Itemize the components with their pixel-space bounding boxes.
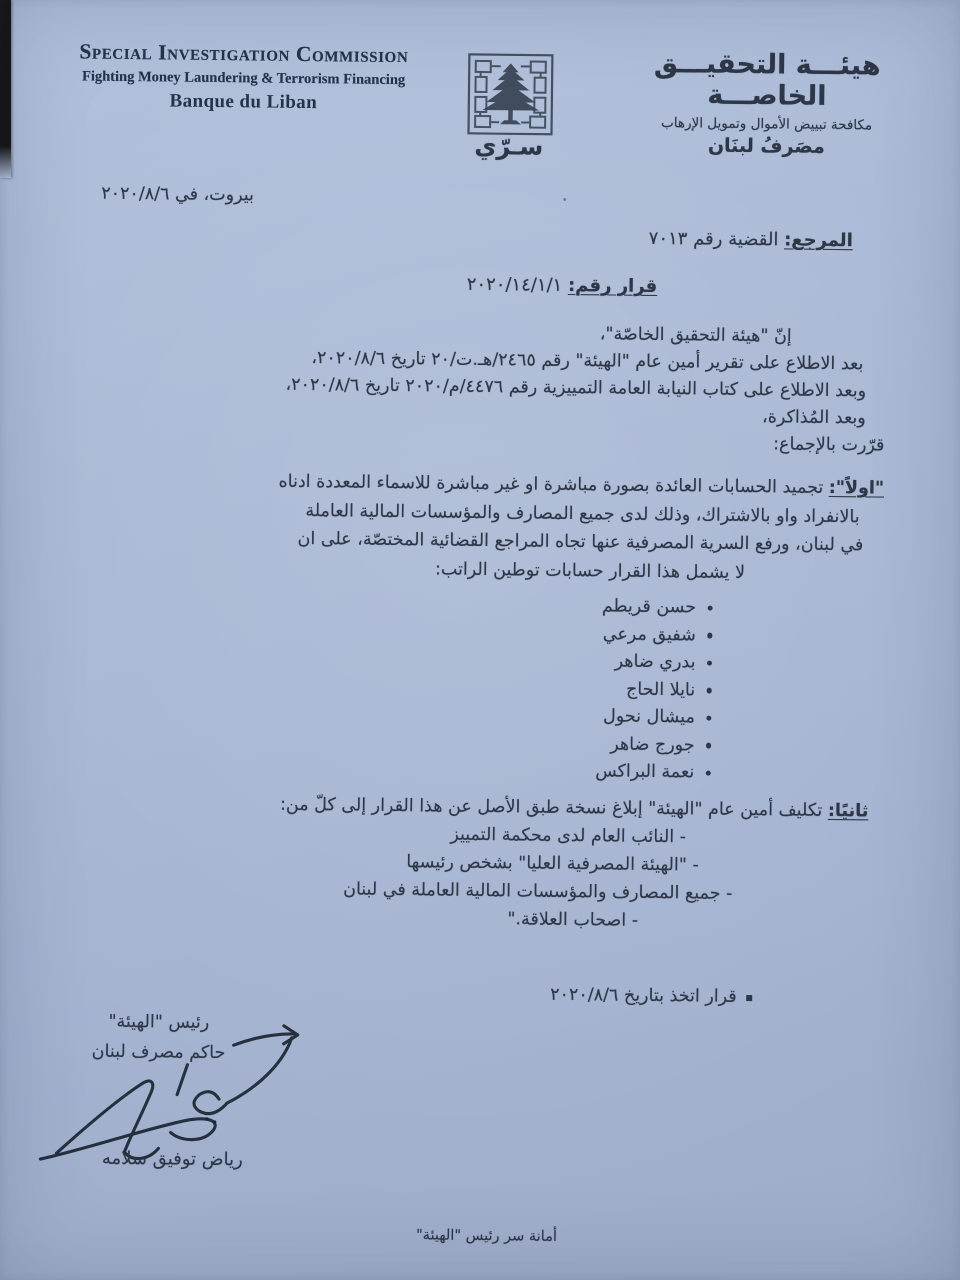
preamble-line: قرّرت بالإجماع: — [773, 434, 885, 456]
org-bank-english: Banque du Liban — [169, 90, 318, 114]
org-subtitle-english: Fighting Money Laundering & Terrorism Financing — [81, 68, 406, 89]
person-name: جورج ضاهر — [610, 733, 695, 755]
org-name-english: Special Investigation Commission — [79, 39, 409, 68]
bullet-icon — [706, 688, 712, 694]
notify-item: - جميع المصارف والمؤسسات المالية العاملة في لبنان — [343, 879, 733, 904]
bullet-icon — [705, 770, 711, 776]
list-item — [595, 731, 711, 760]
decision-date-line — [550, 985, 752, 1007]
person-name: نايلا الحاج — [625, 679, 696, 700]
bullet-icon — [706, 660, 712, 666]
person-name: شفيق مرعي — [602, 623, 696, 645]
section-two — [65, 788, 879, 937]
org-name-arabic: هيئـــة التحقيـــق الخاصـــة — [653, 47, 881, 112]
list-item — [595, 758, 711, 787]
preamble-line: إنّ "هيئة التحقيق الخاصّة"، — [599, 324, 792, 347]
section-two-intro: تكليف أمين عام "الهيئة" إبلاغ نسخة طبق الأصل عن هذا القرار إلى كلّ من: — [279, 794, 829, 821]
org-subtitle-arabic: مكافحة تبييض الأموال وتمويل الإرهاب — [661, 115, 873, 134]
decision-number-line — [467, 274, 658, 297]
letterhead-arabic — [589, 47, 945, 159]
preamble — [74, 315, 885, 459]
ink-speck — [563, 198, 566, 201]
person-name: ميشال نحول — [602, 706, 696, 728]
notify-item: - "الهيئة المصرفية العليا" بشخص رئيسها — [406, 852, 699, 876]
signer-title-chairman: رئيس "الهيئة" — [108, 1011, 210, 1033]
list-item — [596, 703, 712, 732]
square-bullet-icon — [746, 995, 753, 1002]
section-one-line: تجميد الحسابات العائدة بصورة مباشرة او غير مباشرة للاسماء المعددة ادناه — [278, 471, 829, 498]
section-one — [68, 465, 884, 588]
footer-note: أمانة سر رئيس "الهيئة" — [415, 1227, 558, 1245]
reference-line — [649, 228, 853, 251]
list-item — [597, 621, 713, 650]
decision-number-label: قرار رقم: — [567, 274, 658, 297]
reference-value: القضية رقم ٧٠١٣ — [648, 227, 785, 251]
reference-label: المرجع: — [784, 229, 853, 252]
list-item — [596, 676, 712, 705]
frozen-names-list — [595, 593, 713, 787]
notify-item: - النائب العام لدى محكمة التمييز — [450, 824, 687, 848]
preamble-line: بعد الاطلاع على تقرير أمين عام "الهيئة" رقم ٢٤٦٥/هـ.ت/٢٠ تاريخ ٢٠٢٠/٨/٦، — [311, 348, 864, 375]
bdl-cedar-logo-icon — [466, 52, 555, 137]
confidential-stamp: سـرّي — [474, 131, 544, 161]
section-one-line: في لبنان، ورفع السرية المصرفية عنها تجاه المراجع القضائية المختصّة، على ان — [297, 528, 864, 556]
section-one-label: "اولاً": — [828, 477, 885, 499]
signer-title-governor: حاكم مصرف لبنان — [91, 1041, 226, 1064]
letterhead-english — [62, 39, 425, 115]
person-name: بدري ضاهر — [614, 651, 696, 673]
person-name: نعمة البراكس — [595, 761, 695, 783]
place-date-line: بيروت، في ٢٠٢٠/٨/٦ — [101, 183, 255, 206]
bullet-icon — [707, 605, 713, 611]
decision-number-value: ٢٠٢٠/١٤/١/١ — [466, 273, 569, 296]
bullet-icon — [707, 633, 713, 639]
decision-date-text: قرار اتخذ بتاريخ ٢٠٢٠/٨/٦ — [550, 984, 737, 1007]
list-item — [596, 648, 712, 677]
preamble-line: وبعد الاطلاع على كتاب النيابة العامة التمييزية رقم ٤٤٧٦/م/٢٠٢٠ تاريخ ٢٠٢٠/٨/٦، — [285, 374, 867, 402]
org-bank-arabic: مصَرفُ لبنَان — [707, 134, 825, 158]
bullet-icon — [706, 715, 712, 721]
notify-item: - اصحاب العلاقة." — [507, 909, 639, 931]
section-one-line: بالانفراد واو بالاشتراك، وذلك لدى جميع المصارف والمؤسسات المالية العاملة — [305, 500, 860, 527]
section-one-line: لا يشمل هذا القرار حسابات توطين الراتب: — [434, 558, 746, 583]
preamble-line: وبعد المُذاكرة، — [762, 407, 866, 429]
list-item — [597, 593, 713, 622]
bullet-icon — [706, 743, 712, 749]
section-two-label: ثانيًا: — [827, 800, 869, 822]
signer-name: رياض توفيق سلامه — [101, 1147, 243, 1171]
person-name: حسن قريطم — [601, 596, 697, 618]
